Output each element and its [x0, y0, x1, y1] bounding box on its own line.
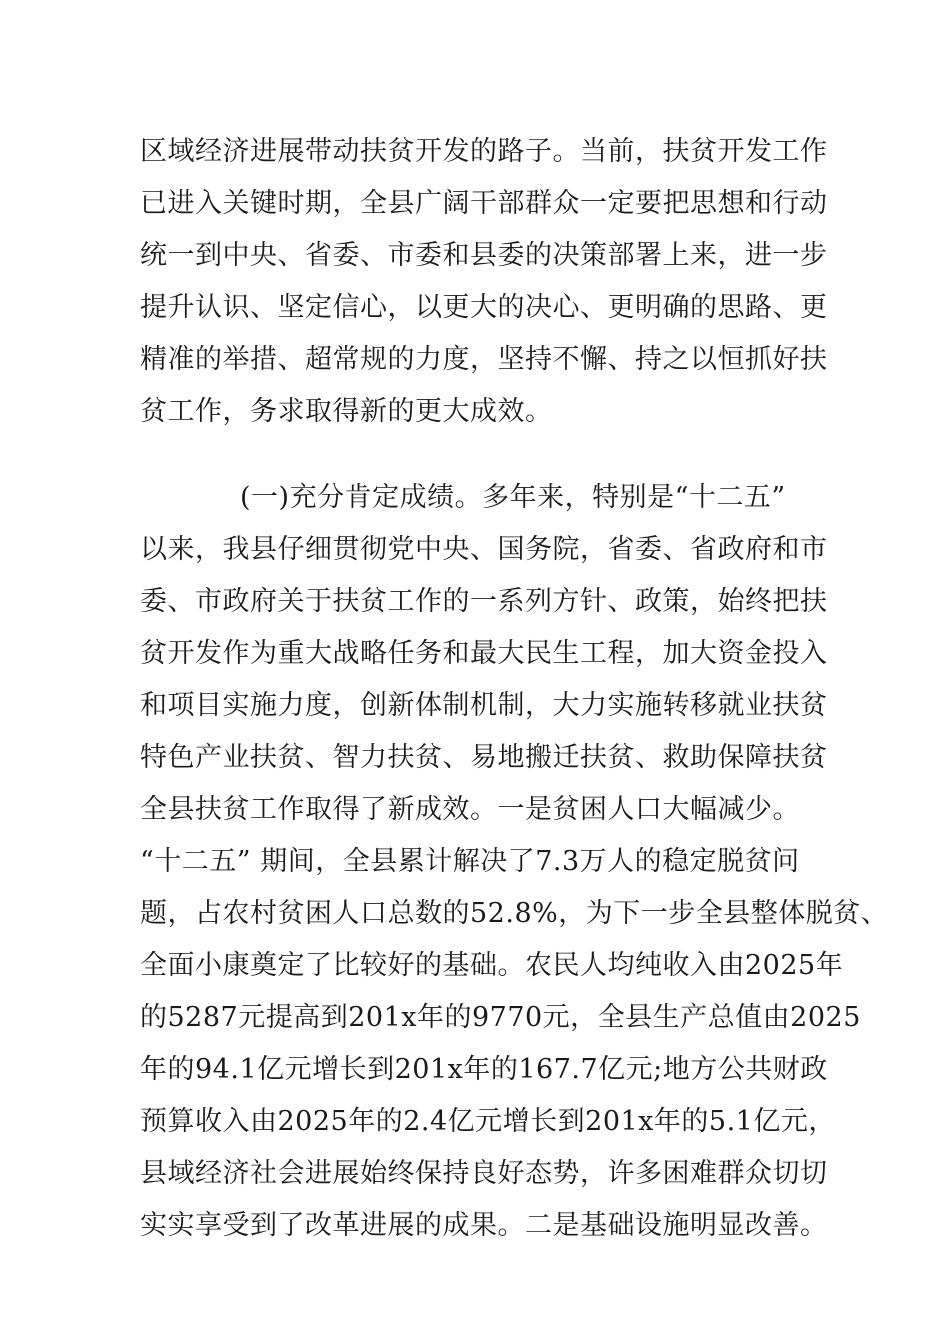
text-line: 和项目实施力度，创新体制机制，大力实施转移就业扶贫 — [140, 690, 828, 721]
text-line: 预算收入由2025年的2.4亿元增长到201x年的5.1亿元， — [140, 1106, 836, 1137]
text-line: 特色产业扶贫、智力扶贫、易地搬迁扶贫、救助保障扶贫 — [140, 742, 828, 773]
text-line: 全县扶贫工作取得了新成效。一是贫困人口大幅减少。 — [140, 794, 800, 825]
text-line: 年的94.1亿元增长到201x年的167.7亿元;地方公共财政 — [140, 1054, 828, 1085]
text-line: 委、市政府关于扶贫工作的一系列方针、政策，始终把扶 — [140, 586, 828, 617]
text-line: 的5287元提高到201x年的9770元，全县生产总值由2025 — [140, 1002, 861, 1033]
text-line: 以来，我县仔细贯彻党中央、国务院，省委、省政府和市 — [140, 534, 828, 565]
text-line: 区域经济进展带动扶贫开发的路子。当前，扶贫开发工作 — [140, 136, 828, 167]
text-line: 统一到中央、省委、市委和县委的决策部署上来，进一步 — [140, 240, 828, 271]
text-line: 实实享受到了改革进展的成果。二是基础设施明显改善。 — [140, 1210, 828, 1241]
text-line: 已进入关键时期，全县广阔干部群众一定要把思想和行动 — [140, 188, 828, 219]
text-line: “十二五” 期间，全县累计解决了7.3万人的稳定脱贫问 — [140, 846, 800, 877]
text-line: 全面小康奠定了比较好的基础。农民人均纯收入由2025年 — [140, 950, 844, 981]
paragraph-2 — [140, 472, 889, 1252]
text-line: 提升认识、坚定信心，以更大的决心、更明确的思路、更 — [140, 292, 828, 323]
text-line: 县域经济社会进展始终保持良好态势，许多困难群众切切 — [140, 1158, 828, 1189]
text-line: 贫开发作为重大战略任务和最大民生工程，加大资金投入 — [140, 638, 828, 669]
paragraph-1 — [140, 126, 828, 438]
text-line: 精准的举措、超常规的力度，坚持不懈、持之以恒抓好扶 — [140, 344, 828, 375]
text-line: 题，占农村贫困人口总数的52.8%，为下一步全县整体脱贫、 — [140, 898, 889, 929]
section-heading-line: (一)充分肯定成绩。多年来，特别是“十二五” — [240, 482, 786, 513]
text-line: 贫工作，务求取得新的更大成效。 — [140, 396, 553, 427]
